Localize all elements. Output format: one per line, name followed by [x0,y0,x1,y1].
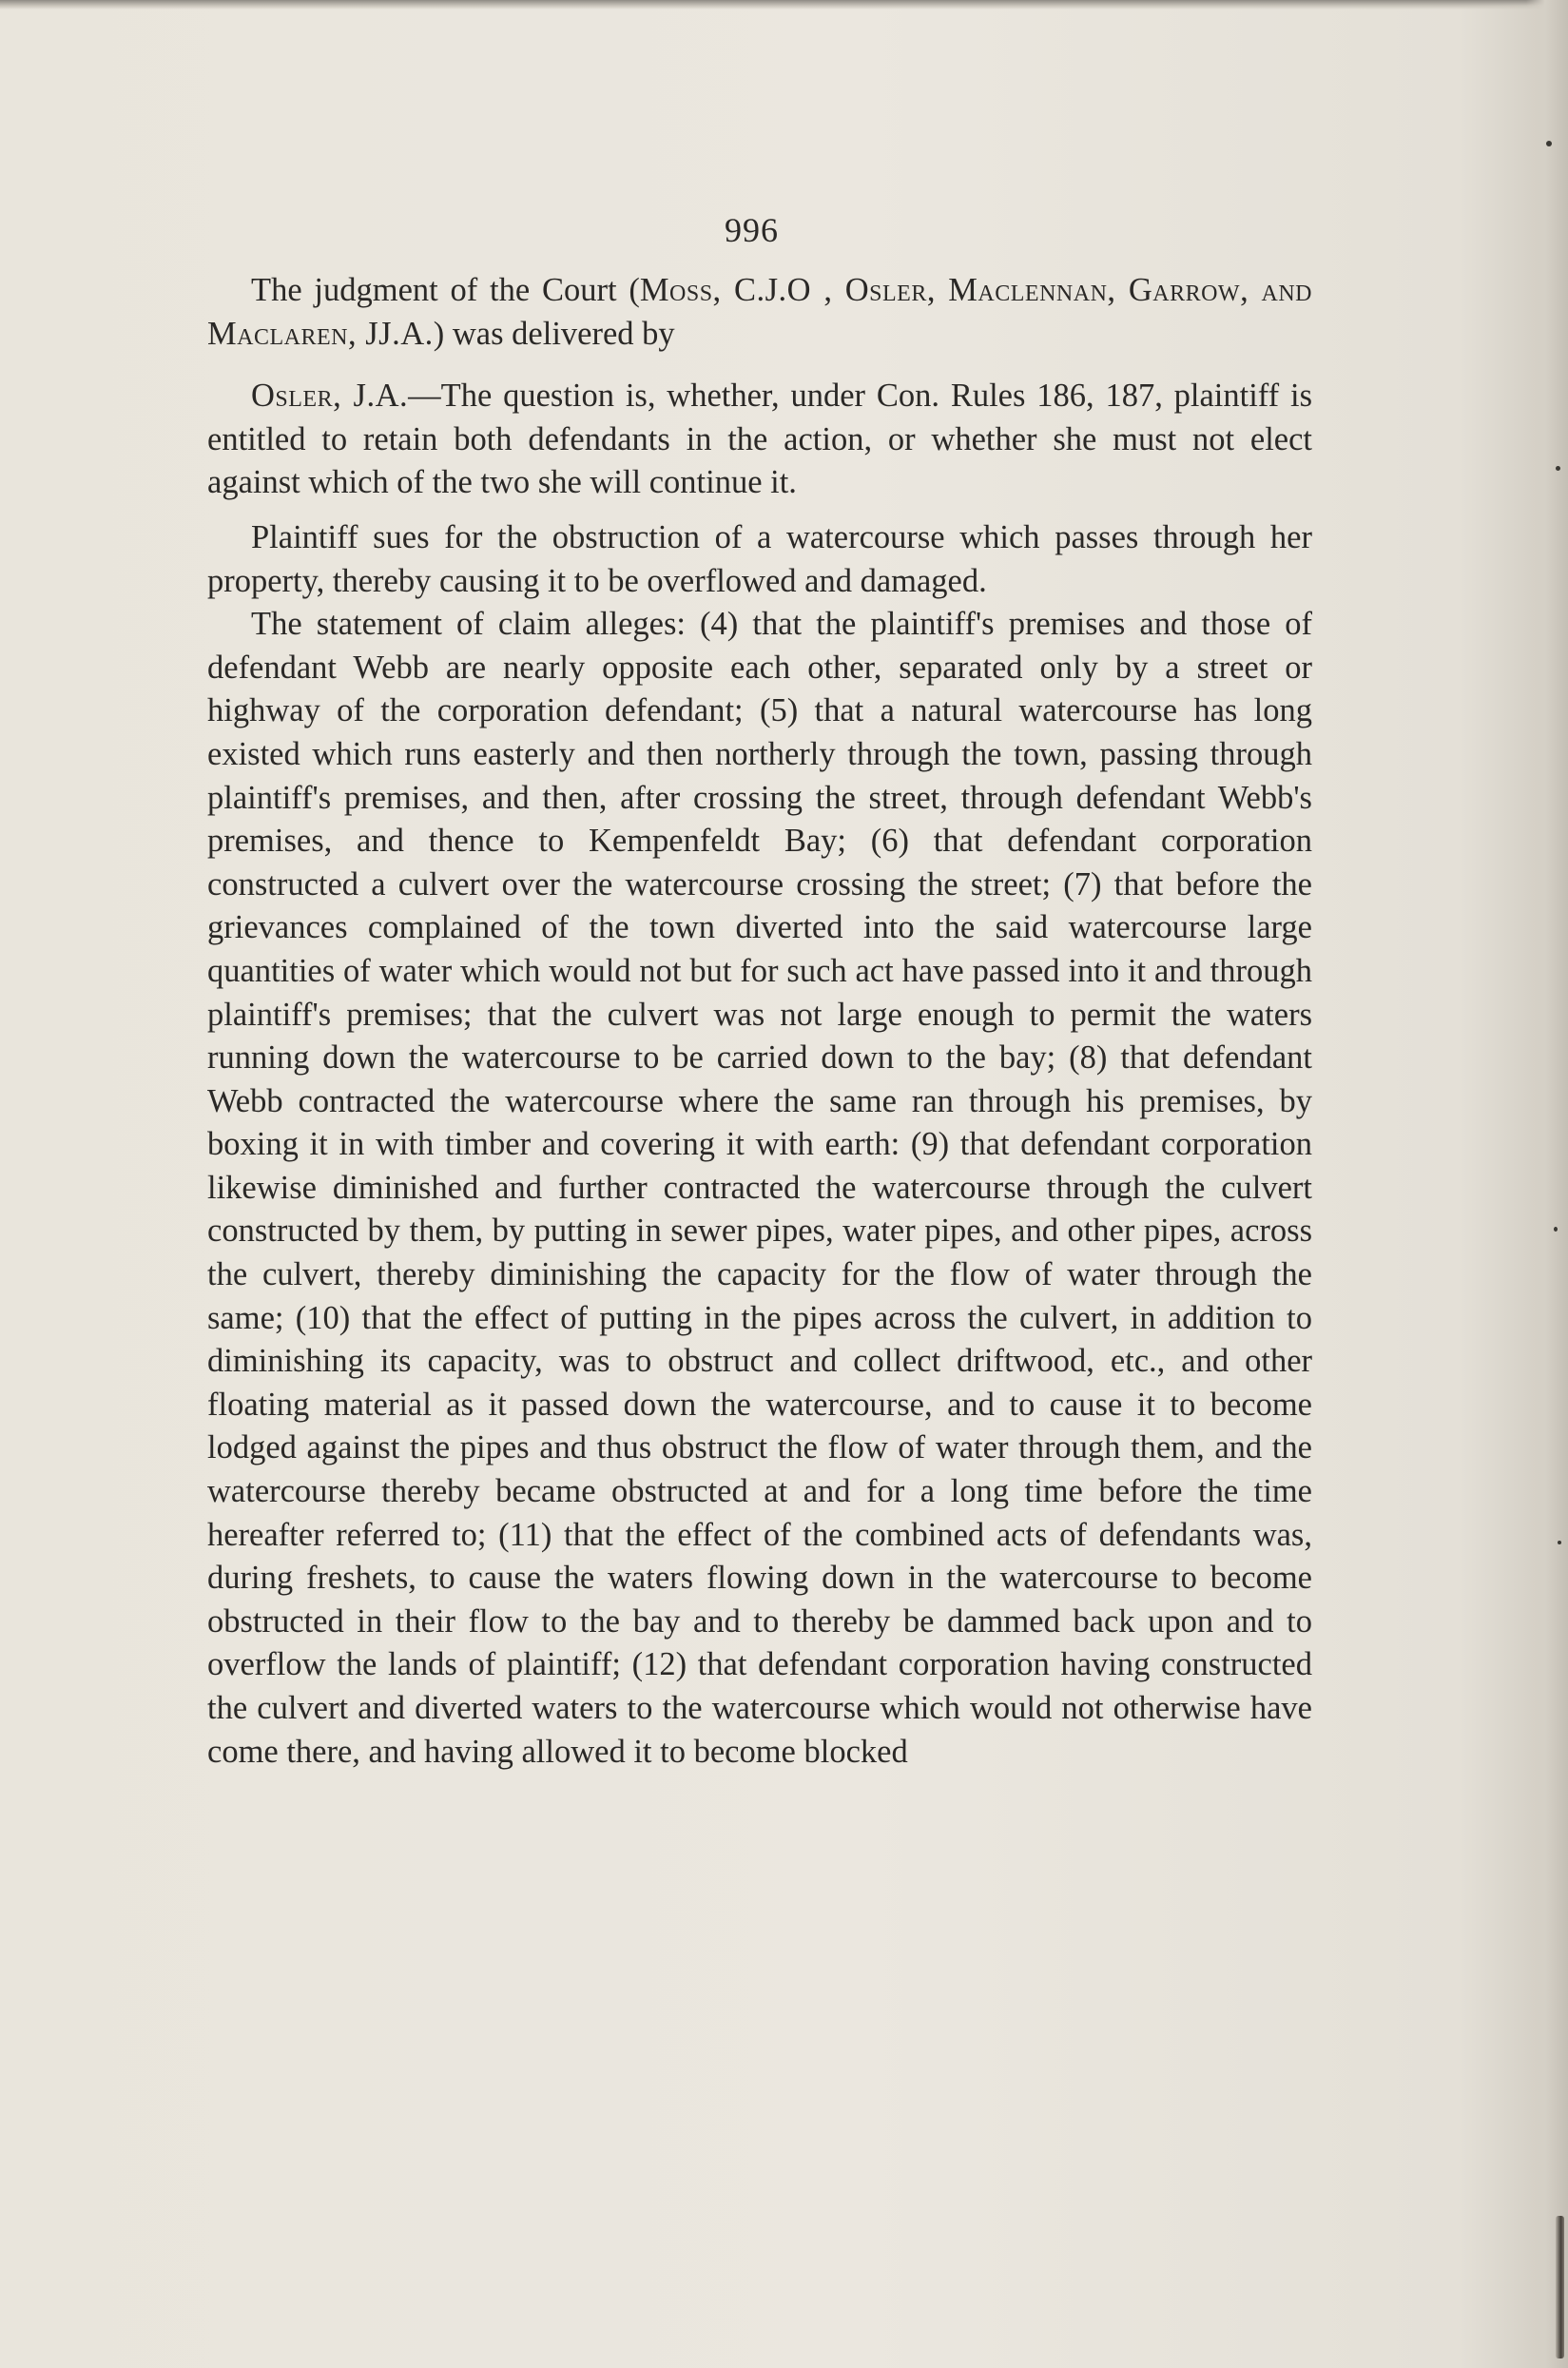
paragraph: The statement of claim alleges: (4) that the plaintiff's premises and those of defendant Webb are nearly opposite each other, separated only by a street or highway of the corporation defendant; (5) that a natural watercourse has long existed which runs easterly and then northerly through the town, passing through plaintiff's premises, and then, after crossing the street, through defendant Webb's premises, and thence to Kempenfeldt Bay; (6) that defendant corporation constructed a culvert over the watercourse crossing the street; (7) that before the grievances complained of the town diverted into the said watercourse large quantities of water which would not but for such act have passed into it and through plaintiff's premises; that the culvert was not large enough to permit the waters running down the watercourse to be carried down to the bay; (8) that defendant Webb contracted the watercourse where the same ran through his premises, by boxing it in with timber and covering it with earth: (9) that defendant corporation likewise diminished and further contracted the watercourse through the culvert constructed by them, by putting in sewer pipes, water pipes, and other pipes, across the culvert, thereby diminishing the capacity for the flow of water through the same; (10) that the effect of putting in the pipes across the culvert, in addition to diminishing its capacity, was to obstruct and collect driftwood, etc., and other floating material as it passed down the watercourse, and to cause it to become lodged against the pipes and thus obstruct the flow of water through them, and the watercourse thereby became obstructed at and for a long time before the time hereafter referred to; (11) that the effect of the combined acts of defendants was, during freshets, to cause the waters flowing down in the watercourse to become obstructed in their flow to the bay and to thereby be dammed back upon and to overflow the lands of plaintiff; (12) that defendant corporation having constructed the culvert and diverted waters to the watercourse which would not otherwise have come there, and having allowed it to become blocked [207,606,1312,1770]
paper-speck [1554,1227,1558,1232]
opinion-paragraph [207,375,1312,505]
opinion-author: Osler, J.A. [251,378,409,415]
binding-thread [1556,2216,1564,2358]
paper-speck [1546,141,1552,146]
page-number: 996 [725,211,779,249]
paragraph: Plaintiff sues for the obstruction of a watercourse which passes through her property, thereby causing it to be overflowed and damaged. [207,518,1312,599]
page-top-shadow [0,0,1568,10]
paper-speck [1558,1541,1561,1544]
judgment-intro [207,269,1312,356]
paragraph-text: —The question is, whether, under Con. Rules 186, 187, plaintiff is entitled to retain both defendants in the action, or whether she must not elect against which of the two she will continue it. [207,378,1312,501]
body-text [207,269,1312,1774]
judges-list: Moss, C.J.O , Osler, Maclennan, Garrow, and Maclaren, JJ.A. [207,272,1312,352]
page-binding-shadow [1526,0,1568,2368]
intro-prefix: The judgment of the Court ( [251,272,640,308]
paper-speck [1556,466,1560,471]
intro-suffix: ) was delivered by [433,315,675,352]
